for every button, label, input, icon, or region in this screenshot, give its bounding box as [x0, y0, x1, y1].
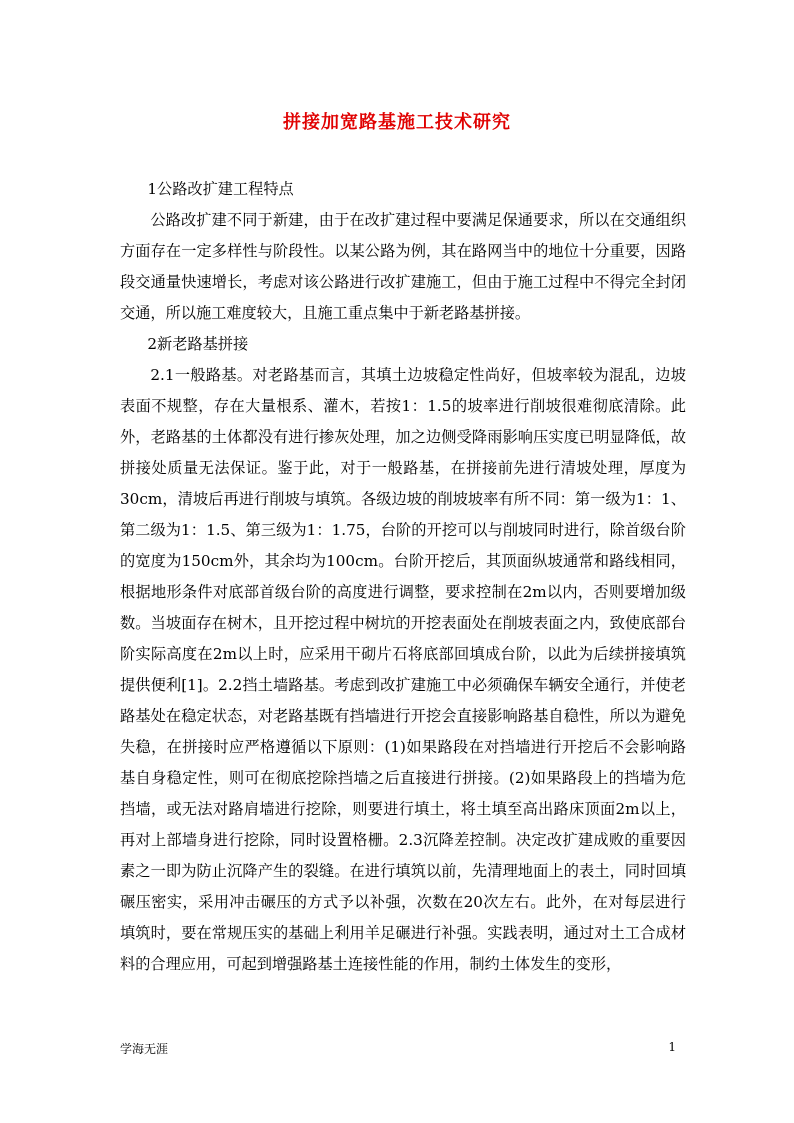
document-title: 拼接加宽路基施工技术研究 — [283, 112, 511, 133]
document-body — [120, 174, 686, 980]
paragraph-2: 2.1一般路基。对老路基而言，其填土边坡稳定性尚好，但坡率较为混乱，边坡表面不规整，存在大量根系、灌木，若按1：1.5的坡率进行削坡很难彻底清除。此外，老路基的土体都没有进行掺灰处理，加之边侧受降雨影响压实度已明显降低，故拼接处质量无法保证。鉴于此，对于一般路基，在拼接前先进行清坡处理，厚度为30cm，清坡后再进行削坡与填筑。各级边坡的削坡坡率有所不同：第一级为1：1、第二级为1：1.5、第三级为1：1.75，台阶的开挖可以与削坡同时进行，除首级台阶的宽度为150cm外，其余均为100cm。台阶开挖后，其顶面纵坡通常和路线相同，根据地形条件对底部首级台阶的高度进行调整，要求控制在2m以内，否则要增加级数。当坡面存在树木，且开挖过程中树坑的开挖表面处在削坡表面之内，致使底部台阶实际高度在2m以上时，应采用干砌片石将底部回填成台阶，以此为后续拼接填筑提供便利[1]。2.2挡土墙路基。考虑到改扩建施工中必须确保车辆安全通行，并使老路基处在稳定状态，对老路基既有挡墙进行开挖会直接影响路基自稳性，所以为避免失稳，在拼接时应严格遵循以下原则：(1)如果路段在对挡墙进行开挖后不会影响路基自身稳定性，则可在彻底挖除挡墙之后直接进行拼接。(2)如果路段上的挡墙为危挡墙，或无法对路肩墙进行挖除，则要进行填土，将土填至高出路床顶面2m以上，再对上部墙身进行挖除，同时设置格栅。2.3沉降差控制。决定改扩建成败的重要因素之一即为防止沉降产生的裂缝。在进行填筑以前，先清理地面上的表土，同时回填碾压密实，采用冲击碾压的方式予以补强，次数在20次左右。此外，在对每层进行填筑时，要在常规压实的基础上利用羊足碾进行补强。实践表明，通过对土工合成材料的合理应用，可起到增强路基土连接性能的作用，制约土体发生的变形， — [120, 366, 686, 973]
section-heading-2: 2新老路基拼接 — [147, 335, 249, 353]
section-heading-1: 1公路改扩建工程特点 — [147, 180, 294, 198]
paragraph-1: 公路改扩建不同于新建，由于在改扩建过程中要满足保通要求，所以在交通组织方面存在一定多样性与阶段性。以某公路为例，其在路网当中的地位十分重要，因路段交通量快速增长，考虑对该公路进行改扩建施工，但由于施工过程中不得完全封闭交通，所以施工难度较大，且施工重点集中于新老路基拼接。 — [120, 211, 686, 322]
page-number: 1 — [668, 1040, 676, 1054]
footer-text: 学海无涯 — [120, 1042, 169, 1056]
